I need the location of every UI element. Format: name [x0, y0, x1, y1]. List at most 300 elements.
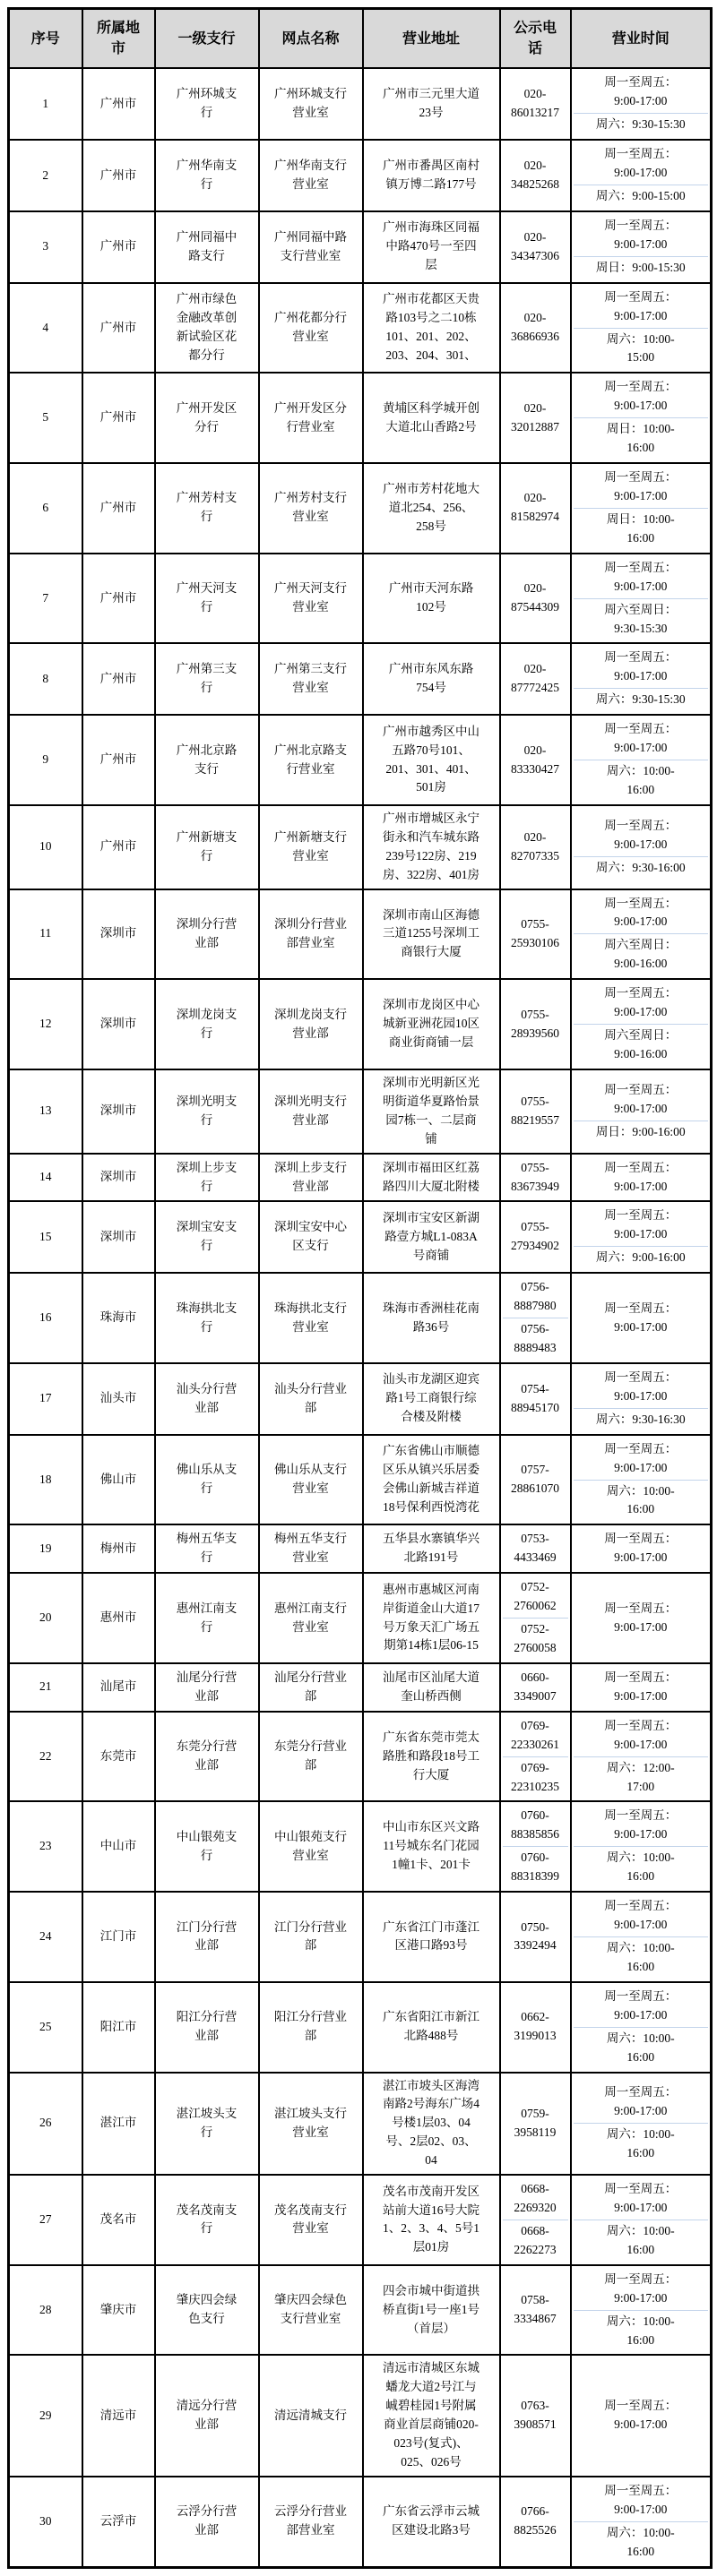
cell-phone-entry: 020-36866936: [511, 311, 559, 344]
cell-phone: [500, 1892, 571, 1982]
cell-phone-entry: 0755-25930106: [511, 916, 559, 949]
cell-address: 广东省佛山市顺德区乐从镇兴乐居委会佛山新城吉祥道18号保利西悦湾花: [363, 1435, 500, 1525]
cell-phone-entry: 020-86013217: [511, 87, 559, 120]
cell-address: 广州市三元里大道23号: [363, 68, 500, 140]
table-row: [9, 211, 712, 283]
cell-hours: [571, 1524, 712, 1573]
cell-hours-entry: 周一至周五：9:00-17:00: [604, 1601, 678, 1634]
cell-phone-entry: 020-82707335: [511, 829, 559, 863]
table-header: [9, 9, 712, 69]
cell-hours-entry: 周一至周五：9:00-17:00: [604, 1988, 678, 2022]
cell-hours-entry: 周一至周五：9:00-17:00: [604, 650, 678, 683]
cell-serial: 3: [9, 211, 82, 283]
cell-address: 四会市城中街道拱桥直街1号一座1号（首层）: [363, 2265, 500, 2356]
bank-branch-table: [7, 7, 713, 2569]
cell-hours-entry: 周一至周五：9:00-17:00: [604, 2182, 678, 2215]
cell-serial: 27: [9, 2175, 82, 2265]
table-row: [9, 1069, 712, 1154]
cell-outlet: 广州第三支行营业室: [259, 643, 363, 715]
cell-address: 广州市东风东路754号: [363, 643, 500, 715]
cell-hours-entry: 周日：9:00-16:00: [574, 1121, 709, 1144]
cell-address: 广州市芳村花地大道北254、256、258号: [363, 463, 500, 554]
cell-phone-entry: 0769-22330261: [511, 1718, 559, 1751]
cell-address: 深圳市光明新区光明街道华夏路怡景园7栋一、二层商铺: [363, 1069, 500, 1154]
cell-city: 肇庆市: [82, 2265, 155, 2356]
cell-hours: [571, 805, 712, 889]
cell-phone: [500, 2073, 571, 2176]
cell-outlet: 湛江坡头支行营业室: [259, 2073, 363, 2176]
cell-phone-entry: 0752-2760058: [503, 1618, 568, 1660]
table-row: [9, 1524, 712, 1573]
cell-address: 广州市增城区永宁街永和汽车城东路239号122房、219房、322房、401房: [363, 805, 500, 889]
cell-city: 广州市: [82, 283, 155, 374]
cell-phone: [500, 1982, 571, 2073]
cell-hours: [571, 1154, 712, 1202]
cell-outlet: 广州芳村支行营业室: [259, 463, 363, 554]
cell-serial: 2: [9, 140, 82, 211]
cell-outlet: 深圳龙岗支行营业部: [259, 979, 363, 1069]
cell-serial: 10: [9, 805, 82, 889]
header-city: 所属地市: [82, 9, 155, 69]
cell-hours-entry: 周六至周日：9:00-16:00: [574, 933, 709, 975]
cell-outlet: 珠海拱北支行营业室: [259, 1273, 363, 1363]
table-row: [9, 283, 712, 374]
table-row: [9, 68, 712, 140]
table-row: [9, 805, 712, 889]
cell-city: 佛山市: [82, 1435, 155, 1525]
cell-phone: [500, 979, 571, 1069]
cell-serial: 1: [9, 68, 82, 140]
cell-branch: 广州同福中路支行: [155, 211, 259, 283]
cell-address: 湛江市坡头区海湾南路2号海东广场4号楼1层03、04号、2层02、03、04: [363, 2073, 500, 2176]
cell-hours: [571, 283, 712, 374]
cell-city: 湛江市: [82, 2073, 155, 2176]
cell-phone: [500, 805, 571, 889]
cell-address: 广东省江门市蓬江区港口路93号: [363, 1892, 500, 1982]
cell-phone: [500, 1435, 571, 1525]
cell-city: 云浮市: [82, 2477, 155, 2567]
cell-city: 广州市: [82, 643, 155, 715]
table-row: [9, 1573, 712, 1663]
cell-outlet: 广州新塘支行营业室: [259, 805, 363, 889]
cell-address: 惠州市惠城区河南岸街道金山大道17号万象天汇广场五期第14栋1层06-15: [363, 1573, 500, 1663]
cell-city: 清远市: [82, 2355, 155, 2477]
cell-serial: 21: [9, 1663, 82, 1712]
cell-outlet: 清远清城支行: [259, 2355, 363, 2477]
cell-phone-entry: 0759-3958119: [514, 2106, 557, 2139]
cell-hours-entry: 周一至周五：9:00-17:00: [604, 218, 678, 251]
cell-address: 汕头市龙湖区迎宾路1号工商银行综合楼及附楼: [363, 1363, 500, 1435]
cell-hours-entry: 周日：10:00-16:00: [574, 508, 709, 550]
cell-address: 茂名市茂南开发区站前大道16号大院1、2、3、4、5号1层01房: [363, 2175, 500, 2265]
cell-branch: 梅州五华支行: [155, 1524, 259, 1573]
cell-city: 珠海市: [82, 1273, 155, 1363]
cell-city: 深圳市: [82, 1069, 155, 1154]
cell-hours: [571, 1892, 712, 1982]
cell-hours: [571, 2175, 712, 2265]
cell-phone-entry: 020-34347306: [511, 229, 559, 262]
cell-address: 深圳市南山区海德三道1255号深圳工商银行大厦: [363, 889, 500, 980]
cell-phone: [500, 2355, 571, 2477]
cell-hours: [571, 1201, 712, 1273]
cell-branch: 汕尾分行营业部: [155, 1663, 259, 1712]
cell-branch: 深圳宝安支行: [155, 1201, 259, 1273]
cell-hours: [571, 1712, 712, 1802]
cell-hours: [571, 715, 712, 805]
cell-phone-entry: 020-34825268: [511, 159, 559, 192]
cell-hours-entry: 周一至周五：9:00-17:00: [604, 147, 678, 180]
cell-outlet: 茂名茂南支行营业室: [259, 2175, 363, 2265]
cell-branch: 广州第三支行: [155, 643, 259, 715]
cell-address: 深圳市福田区红荔路四川大厦北附楼: [363, 1154, 500, 1202]
cell-hours: [571, 1573, 712, 1663]
cell-address: 广东省东莞市莞太路胜和路段18号工行大厦: [363, 1712, 500, 1802]
cell-phone-entry: 0753-4433469: [514, 1532, 557, 1565]
cell-phone: [500, 68, 571, 140]
table-row: [9, 463, 712, 554]
cell-serial: 17: [9, 1363, 82, 1435]
cell-hours: [571, 1663, 712, 1712]
header-row: [9, 9, 712, 69]
cell-address: 广州市越秀区中山五路70号101、201、301、401、501房: [363, 715, 500, 805]
cell-serial: 7: [9, 554, 82, 644]
cell-outlet: 惠州江南支行营业室: [259, 1573, 363, 1663]
cell-phone: [500, 1154, 571, 1202]
cell-hours: [571, 1363, 712, 1435]
cell-phone-entry: 0766-8825526: [514, 2504, 557, 2537]
cell-city: 惠州市: [82, 1573, 155, 1663]
cell-phone: [500, 889, 571, 980]
cell-phone: [500, 2175, 571, 2265]
cell-phone-entry: 020-87544309: [511, 581, 559, 614]
cell-city: 深圳市: [82, 1154, 155, 1202]
table-row: [9, 979, 712, 1069]
cell-hours-entry: 周一至周五：9:00-17:00: [604, 1370, 678, 1403]
cell-hours-entry: 周一至周五：9:00-17:00: [604, 75, 678, 108]
cell-hours-entry: 周六：10:00-16:00: [574, 2521, 709, 2563]
cell-hours: [571, 373, 712, 463]
cell-outlet: 汕头分行营业部: [259, 1363, 363, 1435]
cell-serial: 25: [9, 1982, 82, 2073]
cell-address: 中山市东区兴文路11号城东名门花园1幢1卡、201卡: [363, 1801, 500, 1892]
cell-hours-entry: 周六：10:00-16:00: [574, 1480, 709, 1522]
cell-address: 广州市番禺区南村镇万博二路177号: [363, 140, 500, 211]
cell-phone: [500, 211, 571, 283]
cell-phone: [500, 554, 571, 644]
cell-serial: 6: [9, 463, 82, 554]
table-row: [9, 715, 712, 805]
cell-outlet: 广州环城支行营业室: [259, 68, 363, 140]
cell-hours-entry: 周六：10:00-16:00: [574, 1846, 709, 1888]
cell-phone-entry: 0754-88945170: [511, 1381, 559, 1414]
cell-branch: 江门分行营业部: [155, 1892, 259, 1982]
cell-phone-entry: 0755-88219557: [511, 1094, 559, 1127]
cell-city: 汕尾市: [82, 1663, 155, 1712]
cell-branch: 广州环城支行: [155, 68, 259, 140]
table-row: [9, 2477, 712, 2567]
cell-hours-entry: 周一至周五：9:00-17:00: [604, 896, 678, 929]
cell-address: 五华县水寨镇华兴北路191号: [363, 1524, 500, 1573]
table-row: [9, 2073, 712, 2176]
cell-branch: 广州新塘支行: [155, 805, 259, 889]
cell-hours-entry: 周一至周五：9:00-17:00: [604, 470, 678, 502]
cell-outlet: 中山银苑支行营业室: [259, 1801, 363, 1892]
cell-hours-entry: 周一至周五：9:00-17:00: [604, 1160, 678, 1193]
cell-branch: 广州开发区分行: [155, 373, 259, 463]
cell-phone-entry: 0756-8889483: [503, 1318, 568, 1360]
cell-hours-entry: 周一至周五：9:00-17:00: [604, 1670, 678, 1703]
cell-hours-entry: 周日：9:00-15:30: [574, 256, 709, 279]
cell-hours-entry: 周六：9:30-16:30: [574, 1408, 709, 1431]
cell-branch: 云浮分行营业部: [155, 2477, 259, 2567]
cell-hours-entry: 周一至周五：9:00-17:00: [604, 2399, 678, 2432]
table-row: [9, 1363, 712, 1435]
cell-phone-entry: 0668-2262273: [503, 2220, 568, 2262]
cell-address: 广东省云浮市云城区建设北路3号: [363, 2477, 500, 2567]
cell-city: 江门市: [82, 1892, 155, 1982]
cell-serial: 9: [9, 715, 82, 805]
cell-address: 广州市天河东路102号: [363, 554, 500, 644]
cell-branch: 汕头分行营业部: [155, 1363, 259, 1435]
cell-city: 东莞市: [82, 1712, 155, 1802]
cell-city: 广州市: [82, 554, 155, 644]
header-address: 营业地址: [363, 9, 500, 69]
cell-hours: [571, 979, 712, 1069]
cell-phone-entry: 0755-83673949: [511, 1160, 559, 1193]
cell-serial: 16: [9, 1273, 82, 1363]
cell-serial: 23: [9, 1801, 82, 1892]
header-branch: 一级支行: [155, 9, 259, 69]
cell-city: 梅州市: [82, 1524, 155, 1573]
cell-hours-entry: 周六：9:00-16:00: [574, 1246, 709, 1269]
cell-phone: [500, 1801, 571, 1892]
cell-hours-entry: 周一至周五：9:00-17:00: [604, 1899, 678, 1932]
cell-branch: 湛江坡头支行: [155, 2073, 259, 2176]
table-row: [9, 1892, 712, 1982]
cell-outlet: 阳江分行营业部: [259, 1982, 363, 2073]
cell-outlet: 云浮分行营业部营业室: [259, 2477, 363, 2567]
cell-outlet: 江门分行营业部: [259, 1892, 363, 1982]
cell-phone-entry: 0662-3199013: [514, 2010, 557, 2043]
cell-phone-entry: 0756-8887980: [514, 1280, 557, 1313]
cell-branch: 广州北京路支行: [155, 715, 259, 805]
table-row: [9, 140, 712, 211]
table-row: [9, 889, 712, 980]
table-row: [9, 1154, 712, 1202]
cell-city: 广州市: [82, 715, 155, 805]
cell-outlet: 深圳分行营业部营业室: [259, 889, 363, 980]
cell-branch: 东莞分行营业部: [155, 1712, 259, 1802]
cell-phone: [500, 373, 571, 463]
cell-hours: [571, 211, 712, 283]
cell-serial: 19: [9, 1524, 82, 1573]
cell-phone-entry: 0758-3334867: [514, 2293, 557, 2326]
cell-phone: [500, 2265, 571, 2356]
cell-phone-entry: 020-32012887: [511, 400, 559, 434]
table-row: [9, 554, 712, 644]
table-row: [9, 1663, 712, 1712]
cell-phone-entry: 0760-88318399: [503, 1846, 568, 1888]
cell-city: 广州市: [82, 140, 155, 211]
cell-hours-entry: 周一至周五：9:00-17:00: [604, 2271, 678, 2305]
header-phone: 公示电话: [500, 9, 571, 69]
cell-hours-entry: 周六：10:00-16:00: [574, 2027, 709, 2069]
cell-hours-entry: 周六：10:00-15:00: [574, 328, 709, 370]
cell-serial: 29: [9, 2355, 82, 2477]
cell-branch: 珠海拱北支行: [155, 1273, 259, 1363]
cell-branch: 佛山乐从支行: [155, 1435, 259, 1525]
cell-hours-entry: 周六：9:30-15:30: [574, 688, 709, 711]
cell-hours: [571, 1435, 712, 1525]
cell-city: 广州市: [82, 463, 155, 554]
cell-hours-entry: 周一至周五：9:00-17:00: [604, 1082, 678, 1115]
cell-serial: 30: [9, 2477, 82, 2567]
cell-branch: 阳江分行营业部: [155, 1982, 259, 2073]
cell-city: 深圳市: [82, 979, 155, 1069]
cell-phone: [500, 1524, 571, 1573]
cell-outlet: 广州北京路支行营业室: [259, 715, 363, 805]
cell-phone-entry: 020-81582974: [511, 491, 559, 524]
cell-outlet: 梅州五华支行营业室: [259, 1524, 363, 1573]
cell-serial: 12: [9, 979, 82, 1069]
cell-serial: 5: [9, 373, 82, 463]
cell-outlet: 深圳上步支行营业部: [259, 1154, 363, 1202]
cell-branch: 深圳上步支行: [155, 1154, 259, 1202]
cell-hours-entry: 周六：9:30-16:00: [574, 856, 709, 880]
cell-address: 广州市海珠区同福中路470号一至四层: [363, 211, 500, 283]
cell-hours-entry: 周一至周五：9:00-17:00: [604, 1441, 678, 1474]
cell-outlet: 东莞分行营业部: [259, 1712, 363, 1802]
cell-branch: 广州华南支行: [155, 140, 259, 211]
table-row: [9, 1712, 712, 1802]
cell-phone: [500, 1363, 571, 1435]
cell-hours: [571, 554, 712, 644]
cell-hours: [571, 68, 712, 140]
cell-branch: 广州市绿色金融改革创新试验区花都分行: [155, 283, 259, 374]
cell-phone: [500, 140, 571, 211]
cell-serial: 28: [9, 2265, 82, 2356]
cell-phone-entry: 0752-2760062: [514, 1580, 557, 1613]
cell-branch: 广州芳村支行: [155, 463, 259, 554]
cell-address: 广东省阳江市新江北路488号: [363, 1982, 500, 2073]
cell-branch: 肇庆四会绿色支行: [155, 2265, 259, 2356]
cell-hours: [571, 2355, 712, 2477]
cell-address: 广州市花都区天贵路103号之二10栋101、201、202、203、204、301、: [363, 283, 500, 374]
cell-outlet: 肇庆四会绿色支行营业室: [259, 2265, 363, 2356]
cell-serial: 8: [9, 643, 82, 715]
cell-phone-entry: 0769-22310235: [503, 1756, 568, 1799]
cell-outlet: 佛山乐从支行营业室: [259, 1435, 363, 1525]
cell-branch: 惠州江南支行: [155, 1573, 259, 1663]
table-row: [9, 373, 712, 463]
cell-hours-entry: 周一至周五：9:00-17:00: [604, 2085, 678, 2118]
cell-hours: [571, 643, 712, 715]
table-row: [9, 1801, 712, 1892]
cell-branch: 清远分行营业部: [155, 2355, 259, 2477]
cell-serial: 14: [9, 1154, 82, 1202]
cell-phone: [500, 283, 571, 374]
cell-phone-entry: 0763-3908571: [514, 2399, 557, 2432]
cell-phone: [500, 2477, 571, 2567]
cell-hours: [571, 1801, 712, 1892]
header-serial: 序号: [9, 9, 82, 69]
cell-hours-entry: 周六：10:00-16:00: [574, 1936, 709, 1979]
cell-hours: [571, 463, 712, 554]
table-row: [9, 2355, 712, 2477]
table-row: [9, 1273, 712, 1363]
cell-hours-entry: 周日：10:00-16:00: [574, 417, 709, 459]
cell-hours-entry: 周一至周五：9:00-17:00: [604, 289, 678, 322]
cell-phone: [500, 1273, 571, 1363]
cell-hours: [571, 2265, 712, 2356]
cell-hours-entry: 周一至周五：9:00-17:00: [604, 1208, 678, 1241]
cell-address: 深圳市龙岗区中心城新亚洲花园10区商业街商铺一层: [363, 979, 500, 1069]
cell-city: 阳江市: [82, 1982, 155, 2073]
cell-hours-entry: 周一至周五：9:00-17:00: [604, 986, 678, 1019]
cell-city: 中山市: [82, 1801, 155, 1892]
cell-hours-entry: 周一至周五：9:00-17:00: [604, 560, 678, 593]
table-body: [9, 68, 712, 2567]
cell-hours-entry: 周一至周五：9:00-17:00: [604, 1808, 678, 1842]
cell-branch: 深圳光明支行: [155, 1069, 259, 1154]
cell-hours-entry: 周一至周五：9:00-17:00: [604, 722, 678, 755]
cell-hours-entry: 周一至周五：9:00-17:00: [604, 1301, 678, 1334]
table-row: [9, 1982, 712, 2073]
cell-phone-entry: 0750-3392494: [514, 1919, 557, 1953]
cell-hours-entry: 周六：10:00-16:00: [574, 2220, 709, 2262]
cell-hours-entry: 周六：10:00-16:00: [574, 760, 709, 802]
cell-address: 珠海市香洲桂花南路36号: [363, 1273, 500, 1363]
header-outlet: 网点名称: [259, 9, 363, 69]
cell-phone-entry: 020-87772425: [511, 662, 559, 695]
cell-phone: [500, 715, 571, 805]
header-hours: 营业时间: [571, 9, 712, 69]
cell-city: 广州市: [82, 68, 155, 140]
cell-phone: [500, 1663, 571, 1712]
table-row: [9, 643, 712, 715]
table-row: [9, 1435, 712, 1525]
cell-serial: 22: [9, 1712, 82, 1802]
cell-phone-entry: 0755-27934902: [511, 1220, 559, 1253]
cell-outlet: 深圳宝安中心区支行: [259, 1201, 363, 1273]
cell-hours-entry: 周六：9:00-15:00: [574, 185, 709, 208]
cell-phone: [500, 1069, 571, 1154]
cell-phone-entry: 0757-28861070: [511, 1463, 559, 1496]
cell-address: 深圳市宝安区新湖路壹方城L1-083A号商铺: [363, 1201, 500, 1273]
table-row: [9, 2175, 712, 2265]
cell-hours: [571, 889, 712, 980]
cell-outlet: 广州花都分行营业室: [259, 283, 363, 374]
cell-serial: 24: [9, 1892, 82, 1982]
cell-outlet: 广州同福中路支行营业室: [259, 211, 363, 283]
cell-phone-entry: 020-83330427: [511, 743, 559, 776]
cell-branch: 茂名茂南支行: [155, 2175, 259, 2265]
cell-hours-entry: 周六：9:30-15:30: [574, 113, 709, 136]
cell-phone-entry: 0660-3349007: [514, 1670, 557, 1703]
table-row: [9, 2265, 712, 2356]
cell-phone-entry: 0760-88385856: [511, 1808, 559, 1842]
cell-serial: 13: [9, 1069, 82, 1154]
table-row: [9, 1201, 712, 1273]
cell-phone: [500, 463, 571, 554]
cell-address: 清远市清城区东城蟠龙大道2号江与峸碧桂园1号附属商业首层商铺020-023号(复式)、025、026号: [363, 2355, 500, 2477]
cell-branch: 深圳分行营业部: [155, 889, 259, 980]
cell-hours-entry: 周六至周日：9:00-16:00: [574, 1024, 709, 1066]
cell-hours-entry: 周六：10:00-16:00: [574, 2310, 709, 2352]
cell-hours-entry: 周一至周五：9:00-17:00: [604, 1718, 678, 1751]
cell-serial: 26: [9, 2073, 82, 2176]
cell-hours: [571, 1982, 712, 2073]
